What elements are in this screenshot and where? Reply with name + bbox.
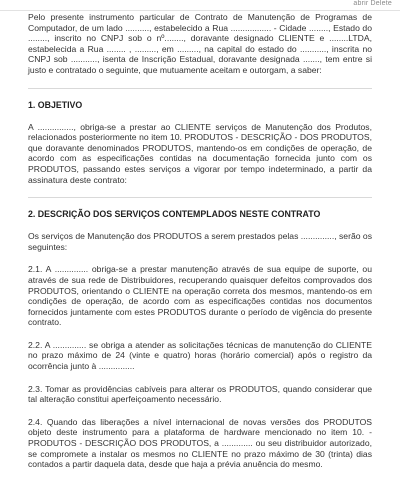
intro-paragraph: Pelo presente instrumento particular de Contrato de Manutenção de Programas de Computador, de um lado .........., estabelecido a Rua ................. - Cidade ........, Estado do ........, inscrito no CNPJ sob o nº........, doravante designado CLIENTE e ........LTDA, estabelecida a Rua ........ , ........., em ........., na capital do estado do ..........., inscrita no CNPJ sob ..........., isenta de Inscrição Estadual, doravante designada ......., tem entre si justo e contratado o seguinte, que mutuamente aceitam e outorgam, a saber: xyxy=(28,12,372,75)
contract-document xyxy=(28,12,372,482)
clause-2-1: 2.1. A .............. obriga-se a prestar manutenção através de sua equipe de suporte, ou através de sua rede de Distribuidores, recuperando quaisquer defeitos comprovados dos PRODUTOS, orientando o CLIENTE na operação correta dos mesmos, mantendo-os em condições de operação, de acordo com as especificações contidas nos documentos fornecidos juntamente com estes PRODUTOS durante o período de vigência do presente contrato. xyxy=(28,264,372,328)
clause-2-2: 2.2. A .............. se obriga a atender as solicitações técnicas de manutenção do CLIENTE no prazo máximo de 24 (vinte e quatro) horas (horário comercial) após o registro da ocorrência junto à ............... xyxy=(28,339,372,372)
divider xyxy=(28,88,372,89)
section-2-heading: 2. DESCRIÇÃO DOS SERVIÇOS CONTEMPLADOS NESTE CONTRATO xyxy=(28,209,321,220)
section-2-intro: Os serviços de Manutenção dos PRODUTOS a serem prestados pelas .............., serão os seguintes: xyxy=(28,231,372,252)
divider xyxy=(28,197,372,198)
section-1-heading: 1. OBJETIVO xyxy=(28,99,83,110)
clause-2-3: 2.3. Tomar as providências cabíveis para alterar os PRODUTOS, quando considerar que tal alteração constitui aperfeiçoamento necessário. xyxy=(28,383,372,405)
top-bar-actions[interactable]: abrir Delete xyxy=(353,0,392,7)
section-1-paragraph: A ..............., obriga-se a prestar ao CLIENTE serviços de Manutenção dos Produtos, relacionados posteriormente no item 10. PRODUTOS - DESCRIÇÃO - DOS PRODUTOS, que doravante denominados PRODUTOS, mantendo-os em condições de operação, de acordo com as especificações contidas na documentação fornecida junto com os PRODUTOS, passando estes serviços a vigorar por tempo indeterminado, a partir da assinatura deste contrato: xyxy=(28,121,372,185)
top-bar xyxy=(0,0,400,11)
clause-2-4: 2.4. Quando das liberações a nível internacional de novas versões dos PRODUTOS objeto deste instrumento para a plataforma de hardware mencionado no item 10. - PRODUTOS - DESCRIÇÃO DOS PRODUTOS, a ............. ou seu distribuidor autorizado, se compromete a instalar os mesmos no CLIENTE no prazo máximo de 30 (trinta) dias contados a partir daquela data, desde que haja a prévia anuência do mesmo. xyxy=(28,416,372,470)
